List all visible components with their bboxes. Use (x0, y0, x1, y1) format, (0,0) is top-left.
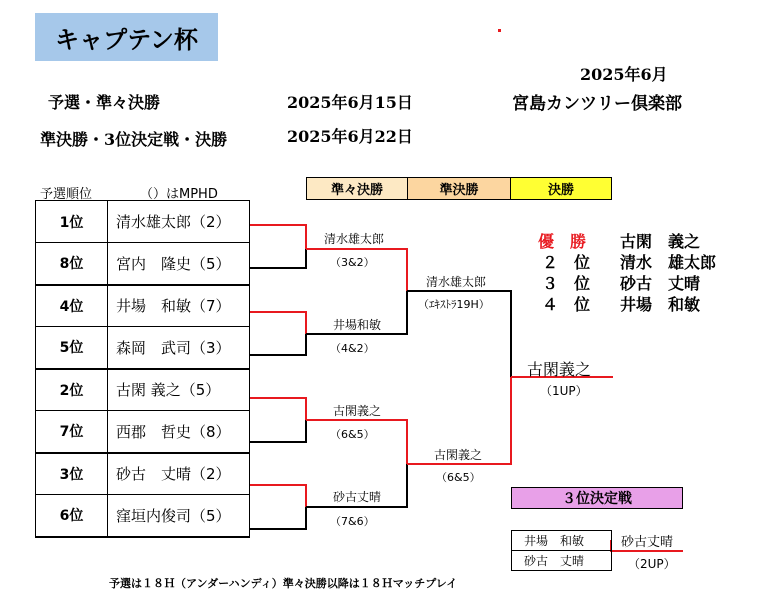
seed-name: 清水雄太郎（2） (108, 201, 250, 243)
seed-rank: 4位 (36, 285, 108, 327)
third-place-title: ３位決定戦 (511, 487, 683, 509)
bracket-line-qf3-loser (250, 420, 306, 442)
club-name: 宮島カンツリー倶楽部 (512, 94, 682, 114)
qf-score: （3&2） (330, 256, 375, 269)
result-place-champion: 優 勝 (538, 232, 587, 251)
seed-name: 宮内 隆史（5） (108, 243, 250, 285)
final-winner: 古閑義之 (527, 360, 592, 379)
third-place-player: 砂古 丈晴 (512, 551, 612, 571)
seed-note-header: （）はMPHD (140, 187, 218, 202)
result-place-3rd: ３ 位 (542, 274, 591, 293)
bracket-line-qf3-winner (250, 398, 306, 420)
qf-score: （7&6） (330, 515, 375, 528)
bracket-line-qf1-loser (250, 249, 306, 268)
schedule-date-2: 2025年6月22日 (287, 127, 413, 146)
third-place-row (512, 551, 612, 571)
round-quarterfinal: 準々決勝 (306, 177, 408, 200)
third-place-score: （2UP） (628, 557, 676, 571)
bracket-line-qf2-loser (250, 334, 306, 355)
footnote: 予選は１８Ｈ（アンダーハンディ）準々決勝以降は１８Ｈマッチプレイ (109, 577, 458, 590)
seed-name: 井場 和敏（7） (108, 285, 250, 327)
qf-score: （4&2） (330, 342, 375, 355)
third-place-winner: 砂古丈晴 (621, 535, 674, 550)
sf-score: （ｴｷｽﾄﾗ19H） (418, 298, 490, 311)
schedule-label-1: 予選・準々決勝 (48, 93, 161, 112)
seed-rank: 6位 (36, 495, 108, 537)
seed-rank: 2位 (36, 369, 108, 411)
third-place-row (512, 531, 612, 551)
result-name-3rd: 砂古 丈晴 (620, 274, 701, 293)
qf-winner: 砂古丈晴 (333, 490, 382, 504)
sf-winner: 古閑義之 (434, 448, 483, 462)
seed-rank: 7位 (36, 411, 108, 453)
third-place-table (511, 530, 612, 571)
qf-winner: 清水雄太郎 (324, 232, 385, 246)
qf-winner: 古閑義之 (333, 404, 382, 418)
third-place-player: 井場 和敏 (512, 531, 612, 551)
seed-name: 古閑 義之（5） (108, 369, 250, 411)
seed-rank: 8位 (36, 243, 108, 285)
date-top: 2025年6月 (580, 65, 668, 84)
sf-winner: 清水雄太郎 (426, 275, 487, 289)
result-place-4th: ４ 位 (542, 295, 591, 314)
seed-rank: 3位 (36, 453, 108, 495)
schedule-date-1: 2025年6月15日 (287, 93, 413, 112)
round-final: 決勝 (510, 177, 612, 200)
result-name-champion: 古閑 義之 (620, 232, 701, 251)
seed-name: 窪垣内俊司（5） (108, 495, 250, 537)
final-score: （1UP） (540, 384, 588, 398)
seed-rank: 5位 (36, 327, 108, 369)
schedule-label-2: 準決勝・3位決定戦・決勝 (40, 130, 228, 149)
seed-name: 森岡 武司（3） (108, 327, 250, 369)
bracket-line-qf2-winner (250, 312, 306, 334)
bracket-line-qf4-loser (250, 507, 306, 529)
result-place-2nd: ２ 位 (542, 253, 591, 272)
event-title: キャプテン杯 (35, 13, 218, 61)
seed-rank-header: 予選順位 (40, 187, 93, 202)
bracket-line-qf1-winner (250, 225, 306, 249)
result-name-2nd: 清水 雄太郎 (620, 253, 717, 272)
bracket-line-qf4-winner (250, 485, 306, 507)
seed-rank: 1位 (36, 201, 108, 243)
result-name-4th: 井場 和敏 (620, 295, 701, 314)
seed-name: 砂古 丈晴（2） (108, 453, 250, 495)
qf-score: （6&5） (330, 428, 375, 441)
round-semifinal: 準決勝 (407, 177, 511, 200)
seed-name: 西郡 哲史（8） (108, 411, 250, 453)
sf-score: （6&5） (436, 471, 481, 484)
qf-winner: 井場和敏 (333, 318, 382, 332)
